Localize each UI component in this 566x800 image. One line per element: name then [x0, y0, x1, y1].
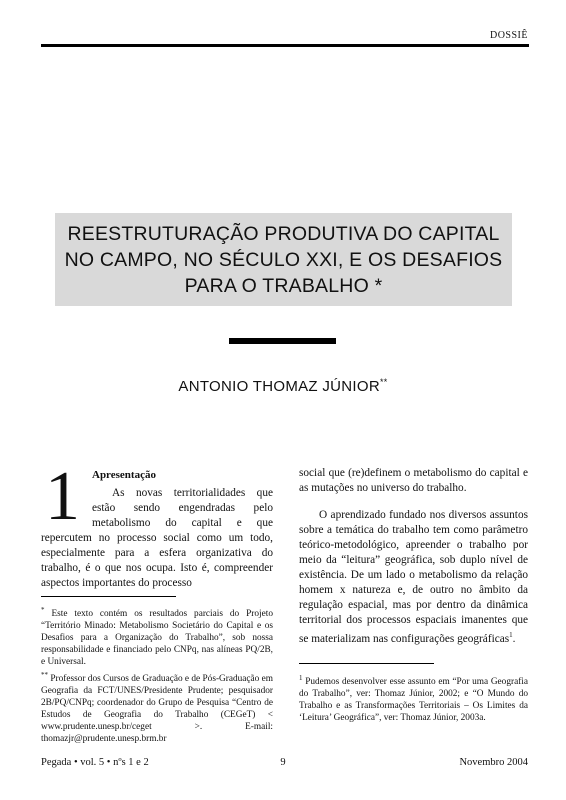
left-paragraph: As novas territorialidades que estão sendo engendradas pelo metabolismo do capital e que repercutem no processo social como um todo, especialmente para a esfera organizativa do trabalho, é o que nos ocupa. Isto é, compreender aspectos importantes do processo	[41, 487, 273, 589]
author-footnote-mark: **	[379, 377, 388, 387]
left-column	[41, 458, 273, 591]
footnotes-right	[299, 672, 528, 725]
footnote-mark: **	[41, 671, 48, 680]
footnote-author	[41, 669, 273, 745]
right-paragraph-1: social que (re)definem o metabolismo do capital e as mutações no universo do trabalho.	[299, 467, 528, 494]
title-box	[55, 213, 512, 306]
footnote-rule-right	[299, 663, 434, 664]
right-paragraph-2-end: .	[512, 632, 516, 645]
right-paragraph-2-text: O aprendizado fundado nos diversos assuntos sobre a temática do trabalho tem como parâmetro teórico-metodológico, apreender o trabalho por meio da “leitura” geográfica, sob duplo nível de existência. De um lado o metabolismo da relação homem x natureza e, de outro no âmbito da regulação espacial, mas por dentro da dinâmica territorial dos processos espaciais imanentes que se materializam nas configurações geográficas	[299, 509, 528, 645]
header-rule	[41, 44, 529, 47]
section-label: DOSSIÊ	[489, 30, 528, 41]
footnote-rule-left	[41, 596, 176, 597]
footnote-text: Este texto contém os resultados parciais do Projeto “Território Minado: Metabolismo Societário do Capital e os Desafios para a Organização do Trabalho”, sob nossa responsabilidade e financiado pelo CNPq, nas alíneas PQ/2B, e Universal.	[41, 609, 273, 668]
footnote-mark: 1	[299, 674, 303, 682]
section-heading: Apresentação	[92, 469, 156, 481]
drop-cap: 1	[45, 458, 80, 535]
footnotes-left	[41, 604, 273, 746]
author-name: ANTONIO THOMAZ JÚNIOR	[178, 378, 380, 395]
footer-page-number: 9	[280, 757, 286, 768]
footnote-text: Professor dos Cursos de Graduação e de Pós-Graduação em Geografia da FCT/UNES/Presidente Prudente; pesquisador 2B/PQ/CNPq; coordenador do Grupo de Pesquisa “Centro de Estudos de Geografia do Trabalho (CEGeT) < www.prudente.unesp.br/ceget >. E-mail: thomazjr@prudente.unesp.brm.br	[41, 674, 273, 745]
title-divider-bar	[229, 338, 336, 344]
author-line	[0, 377, 566, 395]
footnote-reference	[299, 672, 528, 724]
footnote-project	[41, 604, 273, 668]
footer-journal: Pegada • vol. 5 • nºs 1 e 2	[41, 757, 149, 768]
right-column	[299, 466, 528, 647]
article-title: REESTRUTURAÇÃO PRODUTIVA DO CAPITAL NO CAMPO, NO SÉCULO XXI, E OS DESAFIOS PARA O TRABALHO *	[64, 222, 503, 297]
footnote-mark: *	[41, 606, 45, 614]
footer-date: Novembro 2004	[459, 757, 528, 768]
footnote-text: Pudemos desenvolver esse assunto em “Por uma Geografia do Trabalho”, ver: Thomaz Júnior, 2002; e “O Mundo do Trabalho e as Transformações Territoriais – Os Limites da ‘Leitura’ Geográfica”, ver: Thomaz Júnior, 2003a.	[299, 677, 529, 724]
right-paragraph-2	[299, 508, 528, 647]
footnote-ref-1: 1	[509, 631, 513, 639]
